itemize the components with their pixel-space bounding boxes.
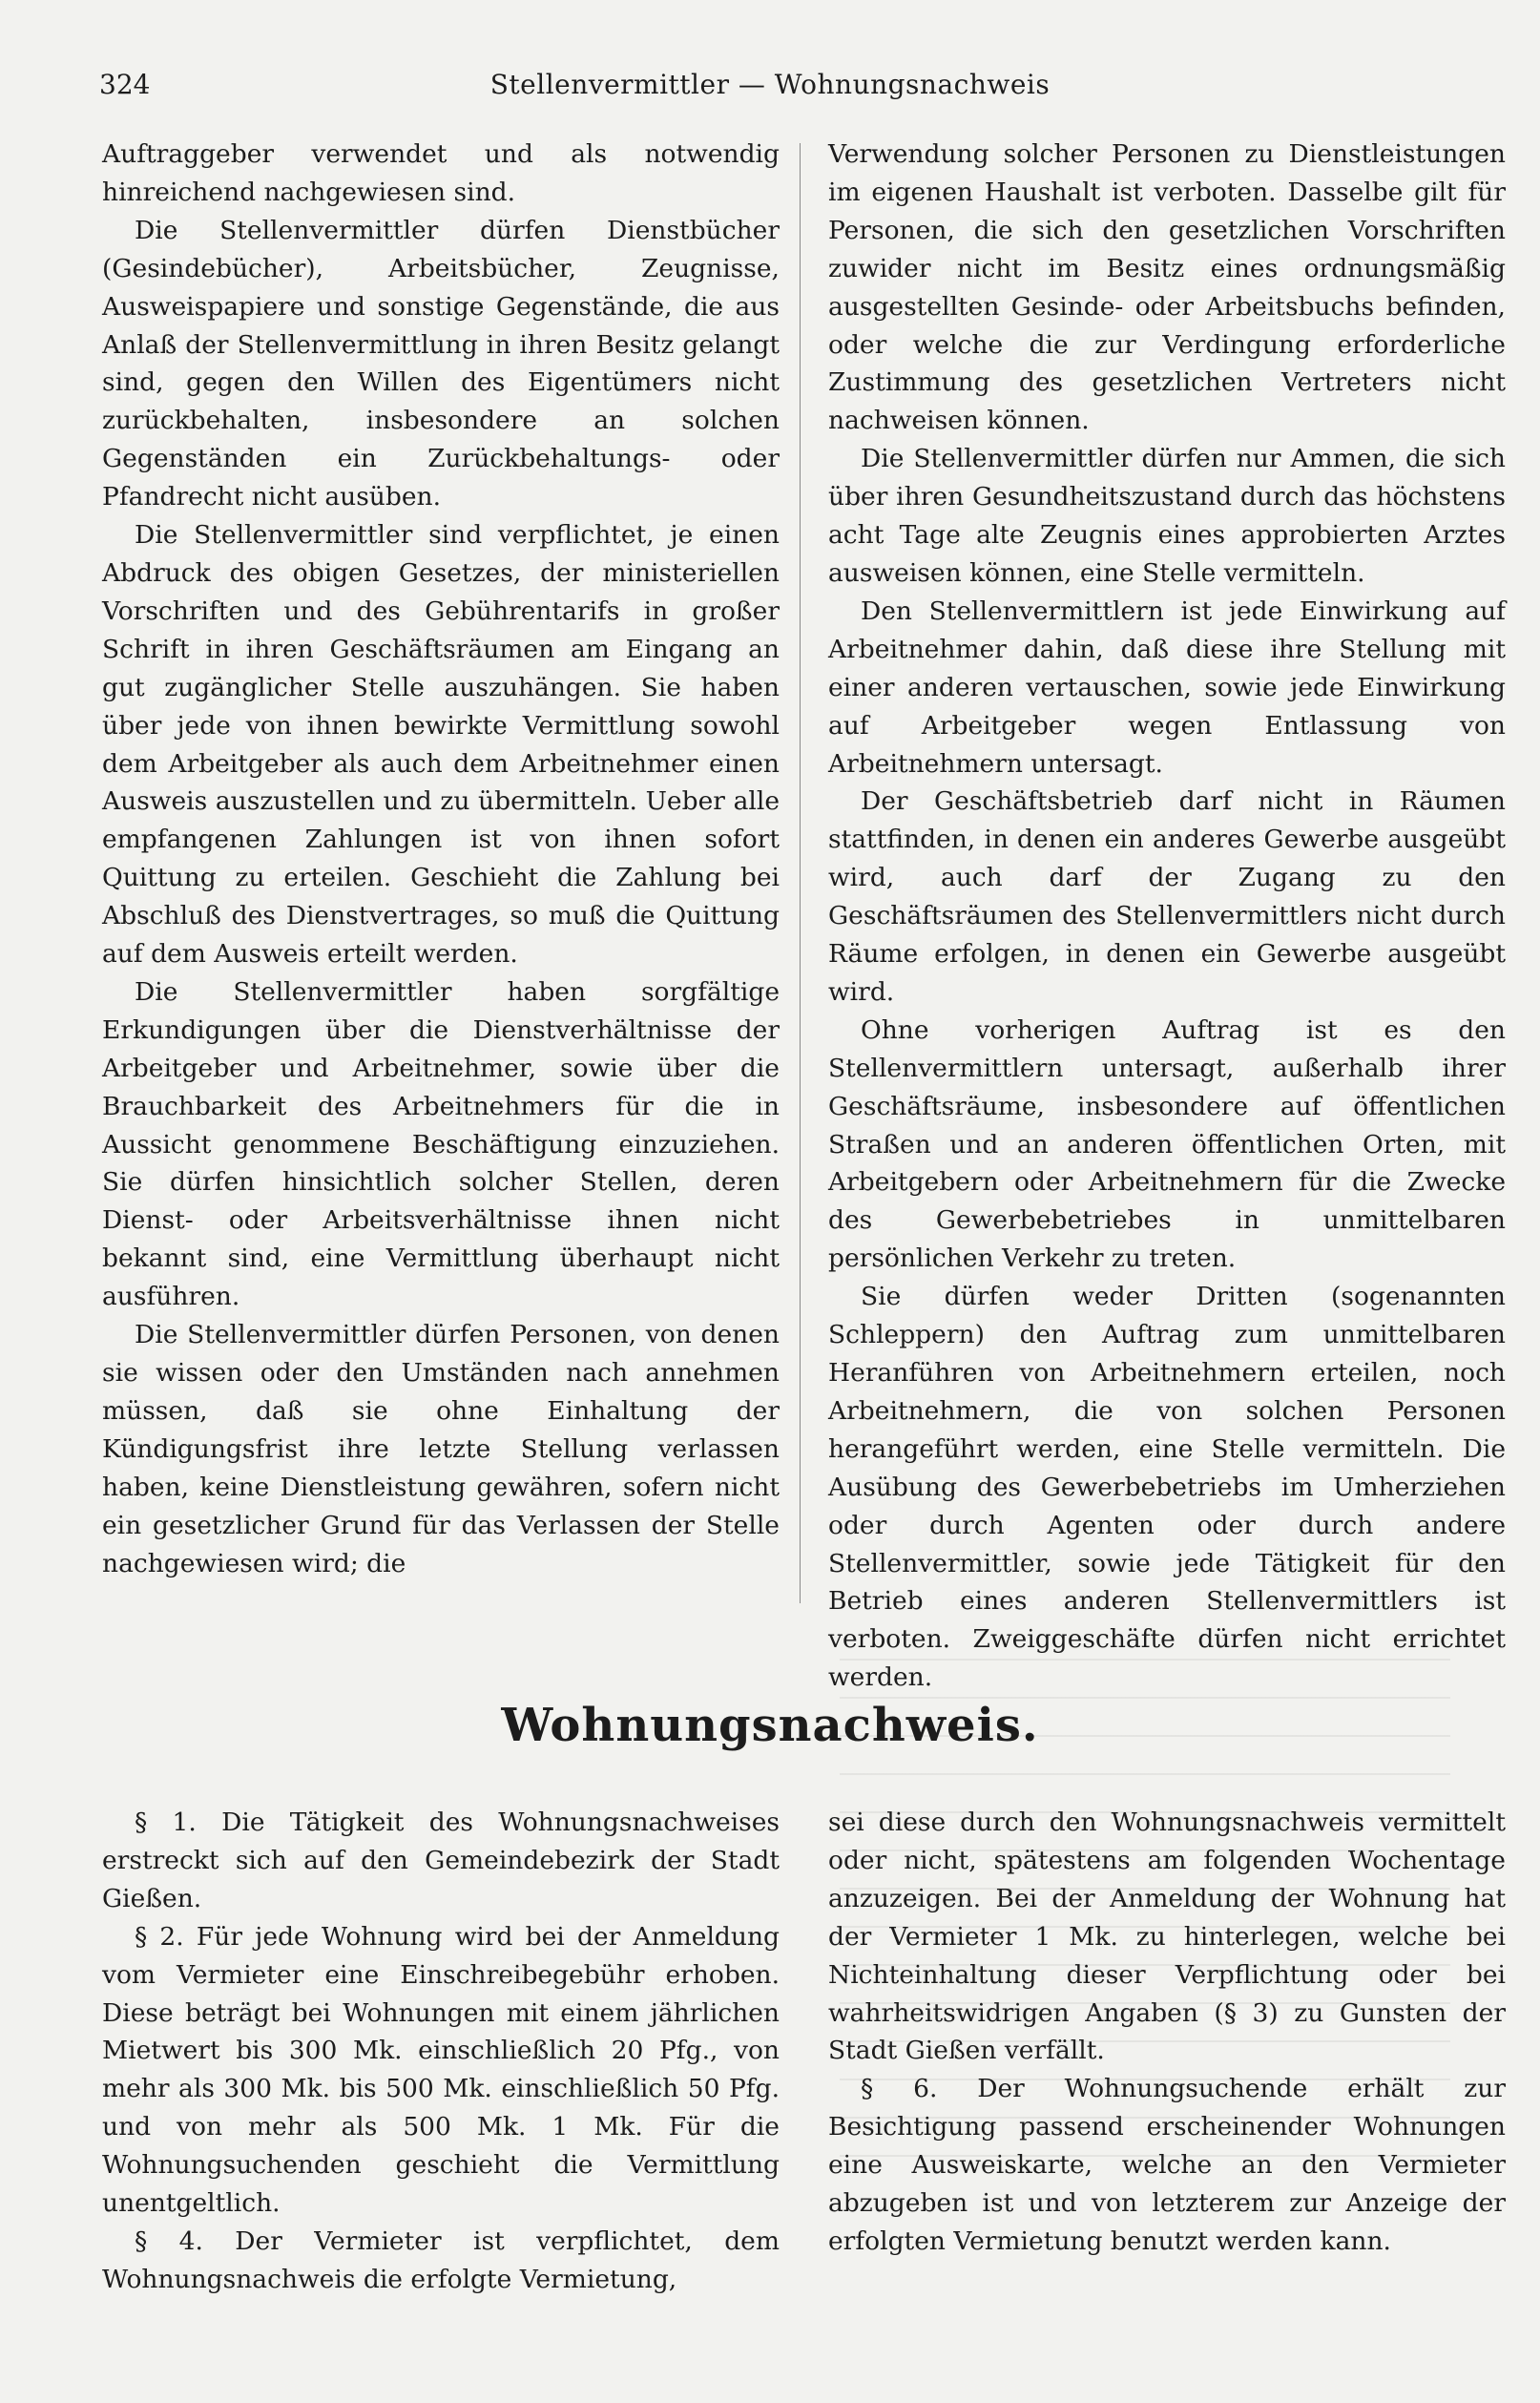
paragraph: Den Stellenvermittlern ist jede Einwirkung auf Arbeitnehmer dahin, daß diese ihre Stellung mit einer anderen vertauschen, sowie jede Einwirkung auf Arbeitgeber wegen Entlassung von Arbeitnehmern untersagt.: [828, 596, 1506, 779]
paragraph: sei diese durch den Wohnungsnachweis vermittelt oder nicht, spätestens am folgenden Wochentage anzuzeigen. Bei der Anmeldung der Wohnung hat der Vermieter 1 Mk. zu hinterlegen, welche bei Nichteinhaltung dieser Verpflichtung oder bei wahrheitswidrigen Angaben (§ 3) zu Gunsten der Stadt Gießen verfällt.: [828, 1807, 1506, 2066]
section-title-wohnungsnachweis: Wohnungsnachweis.: [501, 1699, 1039, 1752]
running-title: Stellenvermittler — Wohnungsnachweis: [489, 69, 1051, 100]
paragraph: Die Stellenvermittler dürfen Personen, von denen sie wissen oder den Umständen nach annehmen müssen, daß sie ohne Einhaltung der Kündigungsfrist ihre letzte Stellung verlassen haben, keine Dienstleistung gewähren, sofern nicht ein gesetzlicher Grund für das Verlassen der Stelle nachgewiesen wird; die: [102, 1320, 780, 1578]
paragraph: Die Stellenvermittler haben sorgfältige Erkundigungen über die Dienstverhältnisse der Arbeitgeber und Arbeitnehmer, sowie über die Brauchbarkeit des Arbeitnehmers für die in Aussicht genommene Beschäftigung einzuziehen. Sie dürfen hinsichtlich solcher Stellen, deren Dienst- oder Arbeitsverhältnisse ihnen nicht bekannt sind, eine Vermittlung überhaupt nicht ausführen.: [102, 976, 780, 1312]
paragraph: Sie dürfen weder Dritten (sogenannten Schleppern) den Auftrag zum unmittelbaren Heranführen von Arbeitnehmern erteilen, noch Arbeitnehmern, die von solchen Personen herangeführt werden, eine Stelle vermitteln. Die Ausübung des Gewerbebetriebs im Umherziehen oder durch Agenten oder durch andere Stellenvermittler, sowie jede Tätigkeit für den Betrieb eines anderen Stellenvermittlers ist verboten. Zweiggeschäfte dürfen nicht errichtet werden.: [828, 1282, 1506, 1693]
paragraph: Verwendung solcher Personen zu Dienstleistungen im eigenen Haushalt ist verboten. Dasselbe gilt für Personen, die sich den gesetzlichen Vorschriften zuwider nicht im Besitz eines ordnungsmäßig ausgestellten Gesinde- oder Arbeitsbuchs befinden, oder welche die zur Verdingung erforderliche Zustimmung des gesetzlichen Vertreters nicht nachweisen können.: [828, 139, 1506, 436]
paragraph: Auftraggeber verwendet und als notwendig hinreichend nachgewiesen sind.: [102, 139, 780, 207]
paragraph: Die Stellenvermittler dürfen nur Ammen, die sich über ihren Gesundheitszustand durch das höchstens acht Tage alte Zeugnis eines approbierten Arztes ausweisen können, eine Stelle vermitteln.: [828, 444, 1506, 588]
wohnungsnachweis-right-column: [828, 1804, 1506, 2261]
paragraph-section-1: § 1. Die Tätigkeit des Wohnungsnachweises erstreckt sich auf den Gemeindebezirk der Stadt Gießen.: [102, 1807, 780, 1913]
paragraph-section-6: § 6. Der Wohnungsuchende erhält zur Besichtigung passend erscheinender Wohnungen eine Ausweiskarte, welche an den Vermieter abzugeben ist und von letzterem zur Anzeige der erfolgten Vermietung benutzt werden kann.: [828, 2074, 1506, 2256]
stellenvermittler-left-column: [102, 136, 780, 1582]
paragraph: Der Geschäftsbetrieb darf nicht in Räumen stattfinden, in denen ein anderes Gewerbe ausgeübt wird, auch darf der Zugang zu den Geschäftsräumen des Stellenvermittlers nicht durch Räume erfolgen, in denen ein Gewerbe ausgeübt wird.: [828, 786, 1506, 1007]
column-divider: [800, 143, 801, 1603]
page-number: 324: [99, 69, 151, 100]
wohnungsnachweis-left-column: [102, 1804, 780, 2299]
paragraph-section-4: § 4. Der Vermieter ist verpflichtet, dem Wohnungsnachweis die erfolgte Vermietung,: [102, 2225, 780, 2294]
paragraph: Die Stellenvermittler sind verpflichtet, je einen Abdruck des obigen Gesetzes, der ministeriellen Vorschriften und des Gebührentarifs in großer Schrift in ihren Geschäftsräumen am Eingang an gut zugänglicher Stelle auszuhängen. Sie haben über jede von ihnen bewirkte Vermittlung sowohl dem Arbeitgeber als auch dem Arbeitnehmer einen Ausweis auszustellen und zu übermitteln. Ueber alle empfangenen Zahlungen ist von ihnen sofort Quittung zu erteilen. Geschieht die Zahlung bei Abschluß des Dienstvertrages, so muß die Quittung auf dem Ausweis erteilt werden.: [102, 520, 780, 970]
running-head: [95, 69, 1445, 116]
paragraph: Die Stellenvermittler dürfen Dienstbücher (Gesindebücher), Arbeitsbücher, Zeugnisse, Ausweispapiere und sonstige Gegenstände, die aus Anlaß der Stellenvermittlung in ihren Besitz gelangt sind, gegen den Willen des Eigentümers nicht zurückbehalten, insbesondere an solchen Gegenständen ein Zurückbehaltungs- oder Pfandrecht nicht ausüben.: [102, 215, 780, 512]
paragraph: Ohne vorherigen Auftrag ist es den Stellenvermittlern untersagt, außerhalb ihrer Geschäftsräume, insbesondere auf öffentlichen Straßen und an anderen öffentlichen Orten, mit Arbeitgebern oder Arbeitnehmern für die Zwecke des Gewerbebetriebes in unmittelbaren persönlichen Verkehr zu treten.: [828, 1014, 1506, 1274]
stellenvermittler-right-column: [828, 136, 1506, 1697]
paragraph-section-2: § 2. Für jede Wohnung wird bei der Anmeldung vom Vermieter eine Einschreibegebühr erhoben. Diese beträgt bei Wohnungen mit einem jährlichen Mietwert bis 300 Mk. einschließlich 20 Pfg., von mehr als 300 Mk. bis 500 Mk. einschließlich 50 Pfg. und von mehr als 500 Mk. 1 Mk. Für die Wohnungsuchenden geschieht die Vermittlung unentgeltlich.: [102, 1921, 780, 2219]
